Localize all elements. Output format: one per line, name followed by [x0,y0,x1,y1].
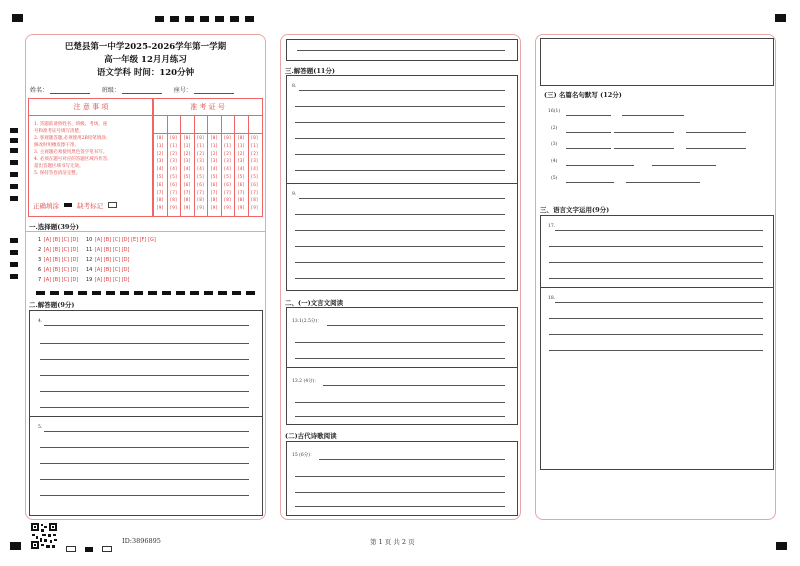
answer-box-continued[interactable] [540,38,774,86]
admission-digit-bubble[interactable]: [0] [250,136,259,141]
admission-digit-bubble[interactable]: [1] [156,143,164,149]
choice-row[interactable]: 7 [A] [B] [C] [D] 19 [A] [B] [C] [D] [38,277,130,283]
admission-digit-bubble[interactable]: [8] [196,198,205,204]
admission-digit-bubble[interactable]: [9] [223,206,232,212]
admission-digit-bubble[interactable]: [9] [210,206,218,212]
admission-digit-bubble[interactable]: [1] [169,143,178,149]
admission-digit-bubble[interactable]: [1] [237,143,245,149]
notice-item: 4. 必须在题号对应的答题区域内作答, [34,157,109,162]
question-number: 13.2 (4分)： [292,379,319,384]
admission-digit-bubble[interactable]: [9] [183,206,191,212]
choice-section-title: 一.选择题(39分) [29,223,79,231]
admission-digit-bubble[interactable]: [7] [237,190,245,196]
notice-item: 修改时用橡皮擦干净。 [34,143,79,148]
school-title: 巴楚县第一中学2025-2026学年第一学期 [64,42,227,52]
admission-digit-bubble[interactable]: [0] [223,136,232,141]
admission-digit-bubble[interactable]: [3] [210,159,218,165]
admission-digit-bubble[interactable]: [7] [169,190,178,196]
admission-digit-bubble[interactable]: [7] [156,190,164,196]
recite-item: (5) [551,176,558,181]
language-usage-title: 三、语言文字运用(9分) [540,206,610,214]
notice-item: 号和准考证号填写清楚。 [34,129,84,134]
notice-box [28,98,154,217]
notice-item: 3. 主观题必须使用黑色签字笔书写。 [34,150,108,155]
admission-digit-bubble[interactable]: [6] [250,182,259,188]
admission-digit-bubble[interactable]: [2] [183,151,191,157]
admission-digit-bubble[interactable]: [0] [169,136,178,141]
admission-digit-bubble[interactable]: [5] [237,175,245,180]
seat-field[interactable] [194,93,234,94]
name-label: 姓名： [30,87,49,94]
admission-digit-bubble[interactable]: [3] [237,159,245,165]
admission-digit-bubble[interactable]: [4] [169,167,178,173]
admission-digit-bubble[interactable]: [3] [196,159,205,165]
blank-box-icon [66,546,76,552]
class-label: 班级： [101,87,120,94]
question-number: 18. [548,296,556,301]
admission-digit-bubble[interactable]: [8] [250,198,259,204]
admission-digit-bubble[interactable]: [1] [210,143,218,149]
answer-box-q5[interactable] [29,416,263,516]
middle-panel [280,34,521,520]
name-field[interactable] [50,93,90,94]
admission-digit-bubble[interactable]: [6] [156,182,164,188]
admission-digit-bubble[interactable]: [6] [196,182,205,188]
admission-digit-bubble[interactable]: [1] [183,143,191,149]
class-field[interactable] [122,93,162,94]
admission-digit-bubble[interactable]: [7] [210,190,218,196]
admission-digit-bubble[interactable]: [4] [237,167,245,173]
answer-box-q4[interactable] [29,310,263,418]
admission-digit-bubble[interactable]: [4] [183,167,191,173]
subject-time: 语文学科 时间：120分钟 [96,68,195,78]
footer-blank-marks [66,537,112,556]
admission-digit-bubble[interactable]: [3] [223,159,232,165]
admission-digit-bubble[interactable]: [4] [223,167,232,173]
admission-digit-bubble[interactable]: [7] [250,190,259,196]
admission-number-box [152,98,263,217]
filled-box-icon [85,547,93,552]
admission-digit-bubble[interactable]: [3] [183,159,191,165]
question-number: 13.1(2.5分)： [292,319,322,324]
admission-digit-bubble[interactable]: [5] [196,175,205,180]
left-panel [25,34,266,520]
correct-fill-legend: 正确填涂 缺考标记 [33,201,117,210]
notice-list [34,121,109,177]
question-number: 17. [548,224,556,229]
blank-box-icon [102,546,112,552]
admission-digit-bubble[interactable]: [1] [250,143,259,149]
admission-title: 准 考 证 号 [190,103,225,111]
answer-box-q13-2[interactable] [286,367,518,425]
admission-digit-bubble[interactable]: [7] [223,190,232,196]
choice-row[interactable]: 1 [A] [B] [C] [D] 10 [A] [B] [C] [D] [E] [F] [G] [38,237,156,243]
admission-digit-bubble[interactable]: [9] [237,206,245,212]
recite-item: (4) [551,159,558,164]
absent-checkbox[interactable] [108,202,117,208]
choice-row[interactable]: 2 [A] [B] [C] [D] 11 [A] [B] [C] [D] [38,247,130,253]
admission-digit-bubble[interactable]: [8] [169,198,178,204]
student-info-row [30,85,262,94]
admission-digit-bubble[interactable]: [0] [156,136,164,141]
corner-mark-bottom-left [10,542,21,550]
exam-title: 高一年级 12月月练习 [104,55,187,65]
admission-digit-bubble[interactable]: [0] [210,136,218,141]
notice-item: 5. 保持答卷清洁完整。 [34,171,81,176]
filled-box-icon [64,203,72,207]
admission-digit-bubble[interactable]: [1] [223,143,232,149]
admission-digit-bubble[interactable]: [5] [223,175,232,180]
corner-mark-bottom-right [776,542,787,550]
admission-digit-bubble[interactable]: [9] [169,206,178,212]
admission-digit-bubble[interactable]: [2] [223,151,232,157]
choice-row[interactable]: 3 [A] [B] [C] [D] 12 [A] [B] [C] [D] [38,257,130,263]
recite-item: (2) [551,126,558,131]
admission-digit-bubble[interactable]: [8] [210,198,218,204]
admission-digit-bubble[interactable]: [2] [237,151,245,157]
admission-digit-bubble[interactable]: [0] [237,136,245,141]
question-number: 9. [292,192,297,197]
admission-digit-bubble[interactable]: [8] [223,198,232,204]
poem-reading-title: (二)古代诗歌阅读 [285,432,337,440]
admission-digit-bubble[interactable]: [4] [210,167,218,173]
admission-digit-bubble[interactable]: [9] [250,206,259,212]
notice-item: 1. 答题前请将姓名、班级、考场、座 [34,122,108,127]
admission-digit-bubble[interactable]: [4] [250,167,259,173]
admission-digit-bubble[interactable]: [3] [169,159,178,165]
admission-digit-bubble[interactable]: [3] [250,159,259,165]
answer-box-q15[interactable] [286,441,518,516]
admission-digit-bubble[interactable]: [8] [183,198,191,204]
admission-digit-bubble[interactable]: [6] [169,182,178,188]
left-answer-title: 二.解答题(9分) [29,301,75,309]
page-indicator: 第 1 页 共 2 页 [370,538,415,546]
admission-digit-bubble[interactable]: [5] [169,175,178,180]
question-number: 8. [292,84,297,89]
seat-label: 座号： [173,87,192,94]
admission-digit-bubble[interactable]: [9] [156,206,164,212]
right-panel [535,34,776,520]
admission-digit-bubble[interactable]: [4] [156,167,164,173]
admission-digit-bubble[interactable]: [7] [183,190,191,196]
qr-code [30,522,58,550]
admission-digit-bubble[interactable]: [5] [250,175,259,180]
admission-digit-bubble[interactable]: [2] [169,151,178,157]
notice-item: 超出答题区域书写无效。 [34,164,84,169]
admission-digit-bubble[interactable]: [8] [237,198,245,204]
admission-digit-bubble[interactable]: [6] [223,182,232,188]
admission-digit-bubble[interactable]: [6] [237,182,245,188]
question-number: 15 (6分)： [292,453,315,458]
classical-reading-title: 二、(一)文言文阅读 [285,299,344,307]
recite-item: 16(1) [548,109,561,114]
admission-digit-bubble[interactable]: [3] [156,159,164,165]
admission-digit-bubble[interactable]: [4] [196,167,205,173]
answer-box-q13-1[interactable] [286,307,518,369]
admission-digit-bubble[interactable]: [8] [156,198,164,204]
notice-title: 注 意 事 项 [73,103,109,111]
admission-digit-bubble[interactable]: [5] [210,175,218,180]
answer-box-q8[interactable] [286,75,518,185]
admission-digit-bubble[interactable]: [0] [183,136,191,141]
admission-digit-bubble[interactable]: [2] [250,151,259,157]
admission-digit-bubble[interactable]: [5] [183,175,191,180]
question-number: 5. [38,425,43,430]
recitation-title: (三) 名篇名句默写 (12分) [544,91,622,99]
admission-digit-bubble[interactable]: [6] [183,182,191,188]
admission-digit-bubble[interactable]: [7] [196,190,205,196]
admission-digit-bubble[interactable]: [2] [210,151,218,157]
answer-box-continued[interactable] [286,39,518,61]
answer-box-q9[interactable] [286,183,518,291]
choice-row[interactable]: 6 [A] [B] [C] [D] 14 [A] [B] [C] [D] [38,267,130,273]
admission-grid[interactable] [153,99,262,216]
answer-box-q17[interactable] [540,215,774,289]
recite-item: (3) [551,142,558,147]
admission-digit-bubble[interactable]: [0] [196,136,205,141]
admission-digit-bubble[interactable]: [2] [156,151,164,157]
admission-digit-bubble[interactable]: [2] [196,151,205,157]
admission-digit-bubble[interactable]: [5] [156,175,164,180]
answer-box-q18[interactable] [540,287,774,470]
section3-title: 三.解答题(11分) [285,67,335,75]
question-number: 4. [38,319,43,324]
admission-digit-bubble[interactable]: [9] [196,206,205,212]
sheet-id: ID:3896895 [122,537,161,545]
admission-digit-bubble[interactable]: [6] [210,182,218,188]
admission-digit-bubble[interactable]: [1] [196,143,205,149]
notice-item: 2. 客观题答题,必须使用2B铅笔填涂, [34,136,108,141]
